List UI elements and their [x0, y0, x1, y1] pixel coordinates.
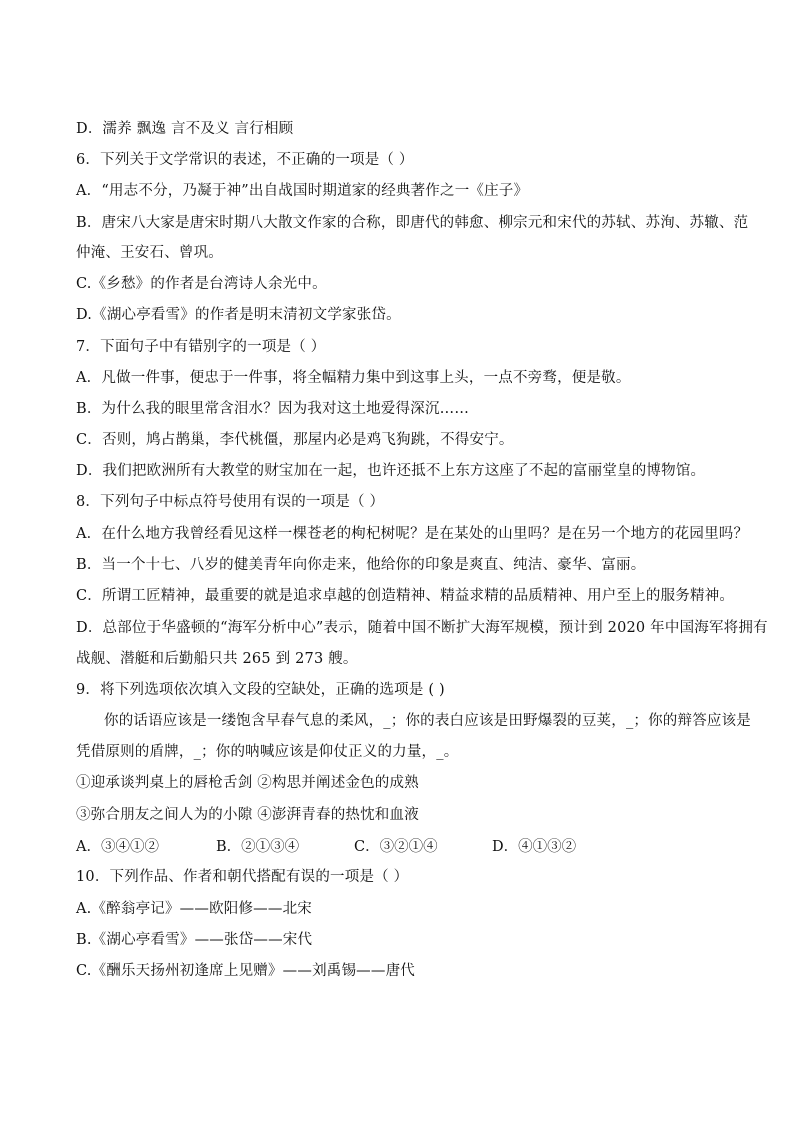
q9-option-c: C．③②①④	[354, 839, 438, 855]
q9-passage-line-2: 凭借原则的盾牌，_；你的呐喊应该是仰仗正义的力量，_。	[76, 744, 459, 760]
q9-option-a: A．③④①②	[76, 839, 159, 855]
q8-stem: 8．下列句子中标点符号使用有误的一项是（ ）	[76, 494, 385, 510]
q10-option-a: A.《醉翁亭记》——欧阳修——北宋	[76, 901, 312, 917]
q6-option-b: B．唐宋八大家是唐宋时期八大散文作家的合称，即唐代的韩愈、柳宗元和宋代的苏轼、苏洵、苏辙、范	[76, 215, 749, 231]
q8-option-d: D．总部位于华盛顿的“海军分析中心”表示，随着中国不断扩大海军规模，预计到 2020 年中国海军将拥有	[76, 620, 768, 636]
q10-option-b: B.《湖心亭看雪》——张岱——宋代	[76, 932, 313, 948]
q9-choices-row-2: ③弥合朋友之间人为的小隙 ④澎湃青春的热忱和血液	[76, 807, 419, 823]
q10-option-c: C.《酬乐天扬州初逢席上见赠》——刘禹锡——唐代	[76, 963, 415, 979]
q7-option-a: A．凡做一件事，便忠于一件事，将全幅精力集中到这事上头，一点不旁骛，便是敬。	[76, 370, 631, 386]
q10-stem: 10．下列作品、作者和朝代搭配有误的一项是（ ）	[76, 869, 409, 885]
q9-passage-line-1: 你的话语应该是一缕饱含早春气息的柔风，_；你的表白应该是田野爆裂的豆荚，_；你的辩答应该是	[104, 713, 751, 729]
q7-option-d: D．我们把欧洲所有大教堂的财宝加在一起，也许还抵不上东方这座了不起的富丽堂皇的博物馆。	[76, 463, 706, 479]
q8-option-d-cont: 战舰、潜艇和后勤船只共 265 到 273 艘。	[76, 651, 358, 667]
q8-option-c: C．所谓工匠精神，最重要的就是追求卓越的创造精神、精益求精的品质精神、用户至上的服务精神。	[76, 588, 735, 604]
q9-stem: 9．将下列选项依次填入文段的空缺处，正确的选项是 ( )	[76, 682, 445, 698]
q8-option-a: A．在什么地方我曾经看见这样一棵苍老的枸杞树呢？是在某处的山里吗？是在另一个地方的花园里吗？	[76, 526, 749, 542]
q7-option-c: C．否则，鸠占鹊巢，李代桃僵，那屋内必是鸡飞狗跳，不得安宁。	[76, 432, 514, 448]
q9-option-d: D．④①③②	[492, 839, 577, 855]
q9-choices-row-1: ①迎承谈判桌上的唇枪舌剑 ②构思并阐述金色的成熟	[76, 775, 419, 791]
q6-option-b-cont: 仲淹、王安石、曾巩。	[76, 245, 223, 261]
q6-stem: 6．下列关于文学常识的表述，不正确的一项是（ ）	[76, 152, 414, 168]
q5-option-d: D．濡养 飘逸 言不及义 言行相顾	[76, 121, 294, 137]
q6-option-a: A．“用志不分，乃凝于神”出自战国时期道家的经典著作之一《庄子》	[76, 183, 529, 199]
q9-option-b: B．②①③④	[216, 839, 300, 855]
q6-option-c: C.《乡愁》的作者是台湾诗人余光中。	[76, 276, 327, 292]
q6-option-d: D.《湖心亭看雪》的作者是明末清初文学家张岱。	[76, 307, 401, 323]
q7-stem: 7．下面句子中有错别字的一项是（ ）	[76, 339, 326, 355]
q7-option-b: B．为什么我的眼里常含泪水？因为我对这土地爱得深沉……	[76, 401, 470, 417]
q8-option-b: B．当一个十七、八岁的健美青年向你走来，他给你的印象是爽直、纯洁、豪华、富丽。	[76, 557, 646, 573]
